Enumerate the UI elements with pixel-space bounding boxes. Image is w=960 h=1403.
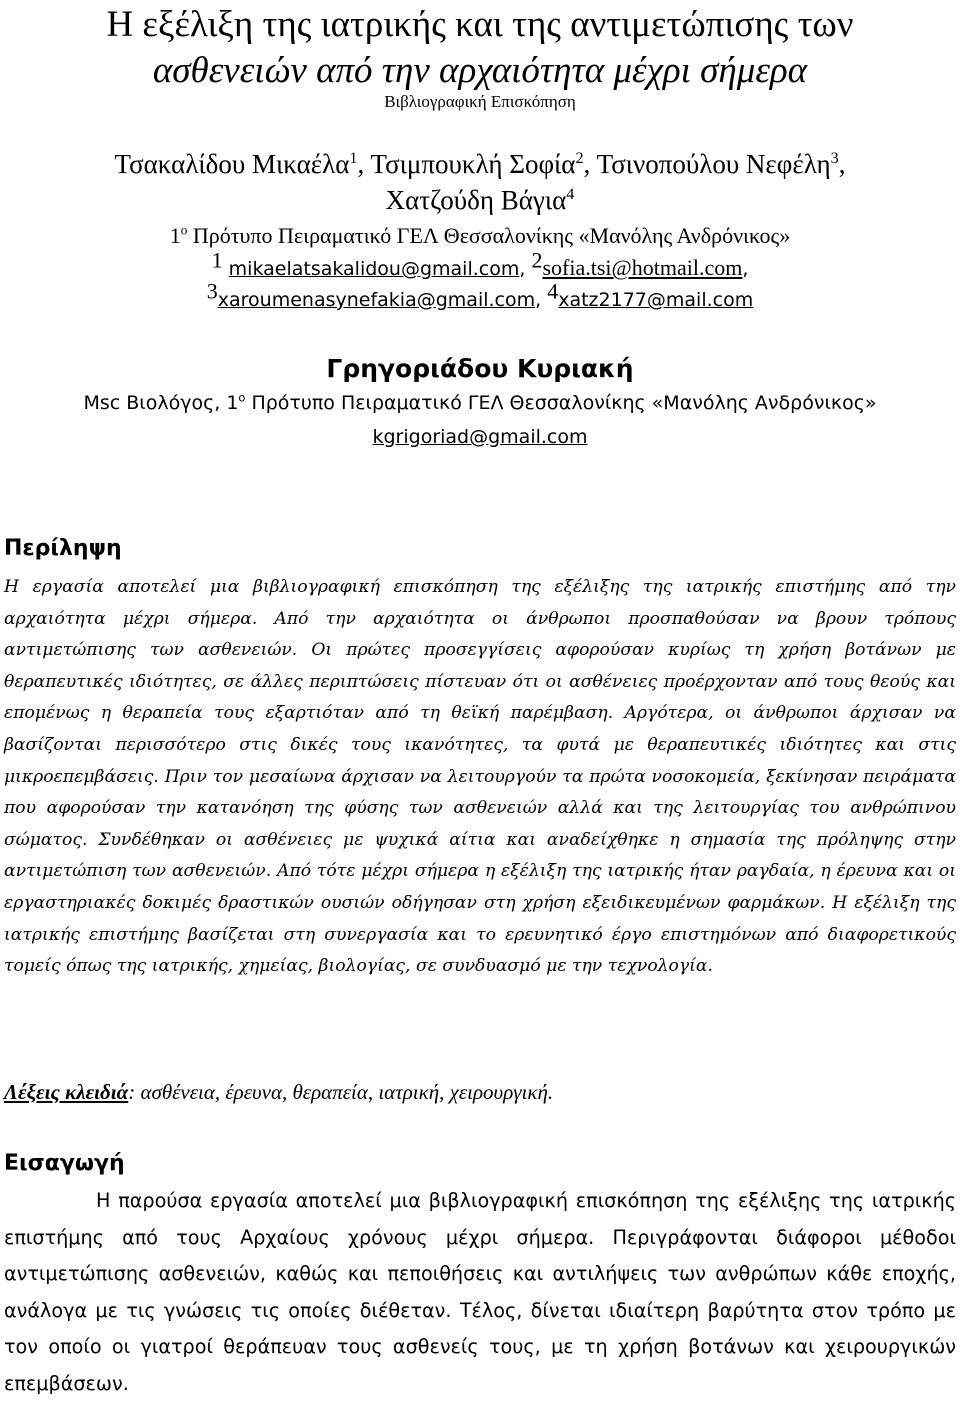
email-superscript: 4	[547, 278, 559, 304]
author-name: Τσακαλίδου Μικαέλα	[114, 149, 350, 179]
author-superscript: 3	[830, 149, 839, 167]
affiliation-superscript: ο	[180, 222, 188, 238]
email-line-1: $^1$ mikaelatsakalidou@gmail.com, $^2$sofia.tsi@hotmail.com,	[211, 247, 749, 280]
email-link[interactable]: xatz2177@mail.com	[558, 289, 754, 311]
email-link[interactable]: mikaelatsakalidou@gmail.com	[228, 258, 520, 280]
author-name: Τσινοπούλου Νεφέλη	[596, 149, 831, 179]
supervisor-superscript: ο	[238, 390, 246, 405]
introduction-text: Η παρούσα εργασία αποτελεί μια βιβλιογραφική επισκόπηση της εξέλιξης της ιατρικής επιστήμης από τους Αρχαίους χρόνους μέχρι σήμερα. Περιγράφονται διάφοροι μέθοδοι αντιμετώπισης ασθενειών, καθώς και πεποιθήσεις και αντιλήψεις των ανθρώπων κάθε εποχής, ανάλογα με τις γνώσεις τις οποίες διέθεταν. Τέλος, δίνεται ιδιαίτερη βαρύτητα στον τρόπο με τον οποίο οι γιατροί θεράπευαν τους ασθενείς τους, με τη χρήση βοτάνων και χειρουργικών επεμβάσεων.	[4, 1189, 956, 1395]
paper-subtitle: Βιβλιογραφική Επισκόπηση	[384, 92, 576, 111]
supervisor-affiliation-text: Πρότυπο Πειραματικό ΓΕΛ Θεσσαλονίκης «Μανόλης Ανδρόνικος»	[251, 392, 877, 414]
title-line-2: ασθενειών από την αρχαιότητα μέχρι σήμερα	[152, 50, 808, 91]
supervisor-affiliation	[0, 388, 960, 418]
author-affiliation	[0, 222, 960, 250]
author-line-1: Τσακαλίδου Μικαέλα$^1$, Τσιμπουκλή Σοφία$^2$, Τσινοπούλου Νεφέλη$^3$,	[114, 149, 846, 179]
supervisor-email-line	[0, 423, 960, 451]
supervisor-email-link[interactable]: kgrigoriad@gmail.com	[372, 426, 588, 448]
keywords-text: : ασθένεια, έρευνα, θεραπεία, ιατρική, χειρουργική.	[128, 1080, 554, 1104]
author-line-2	[0, 182, 960, 218]
supervisor-name: Γρηγοριάδου Κυριακή	[326, 354, 634, 383]
email-link[interactable]: xaroumenasynefakia@gmail.com	[217, 289, 536, 311]
introduction-heading: Εισαγωγή	[4, 1151, 125, 1176]
author-superscript: 4	[566, 185, 575, 203]
author-superscript: 1	[349, 149, 358, 167]
supervisor-role: Msc Βιολόγος, 1	[83, 392, 239, 414]
email-link[interactable]: sofia.tsi@hotmail.com	[542, 255, 743, 280]
paper-title	[0, 2, 960, 94]
title-line-1: Η εξέλιξη της ιατρικής και της αντιμετώπισης των	[106, 4, 854, 45]
keywords	[4, 1077, 553, 1107]
abstract-heading: Περίληψη	[4, 536, 122, 561]
affiliation-number: 1	[169, 223, 181, 248]
abstract-text: Η εργασία αποτελεί μια βιβλιογραφική επισκόπηση της εξέλιξης της ιατρικής επιστήμης από την αρχαιότητα μέχρι σήμερα. Από την αρχαιότητα οι άνθρωποι προσπαθούσαν να βρουν τρόπους αντιμετώπισης των ασθενειών. Οι πρώτες προσεγγίσεις αφορούσαν κυρίως τη χρήση βοτάνων με θεραπευτικές ιδιότητες, σε άλλες περιπτώσεις πίστευαν ότι οι ασθένειες προέρχονταν από τους θεούς και επομένως η θεραπεία τους εξαρτιόταν από τη θεϊκή παρέμβαση. Αργότερα, οι άνθρωποι άρχισαν να βασίζονται περισσότερο στις δικές τους ικανότητες, τα φυτά με θεραπευτικές ιδιότητες και στις μικροεπεμβάσεις. Πριν τον μεσαίωνα άρχισαν να λειτουργούν τα πρώτα νοσοκομεία, ξεκίνησαν πειράματα που αφορούσαν την κατανόηση της φύσης των ασθενειών αλλά και της λειτουργίας του ανθρώπινου σώματος. Συνδέθηκαν οι ασθένειες με ψυχικά αίτια και αναδείχθηκε η σημασία της πρόληψης στην αντιμετώπιση των ασθενειών. Από τότε μέχρι σήμερα η εξέλιξη της ιατρικής ήταν ραγδαία, η έρευνα και οι εργαστηριακές δοκιμές δραστικών ουσιών οδήγησαν στη χρήση εξειδικευμένων φαρμάκων. Η εξέλιξη της ιατρικής επιστήμης βασίζεται στη συνεργασία και το ερευνητικό έργο επιστημόνων από διαφορετικούς τομείς όπως της ιατρικής, χημείας, βιολογίας, σε συνδυασμό με την τεχνολογία.	[4, 577, 956, 977]
email-superscript: 3	[206, 278, 218, 304]
email-superscript: 1	[211, 247, 223, 273]
author-name: Χατζούδη Βάγια	[385, 185, 567, 215]
keywords-label: Λέξεις κλειδιά	[4, 1080, 129, 1104]
email-superscript: 2	[531, 247, 543, 273]
email-line-2: $^3$xaroumenasynefakia@gmail.com, $^4$xatz2177@mail.com	[206, 278, 754, 311]
author-superscript: 2	[575, 149, 584, 167]
author-list	[0, 146, 960, 218]
author-emails	[0, 247, 960, 316]
affiliation-text: Πρότυπο Πειραματικό ΓΕΛ Θεσσαλονίκης «Μανόλης Ανδρόνικος»	[192, 223, 791, 248]
author-name: Τσιμπουκλή Σοφία	[370, 149, 576, 179]
